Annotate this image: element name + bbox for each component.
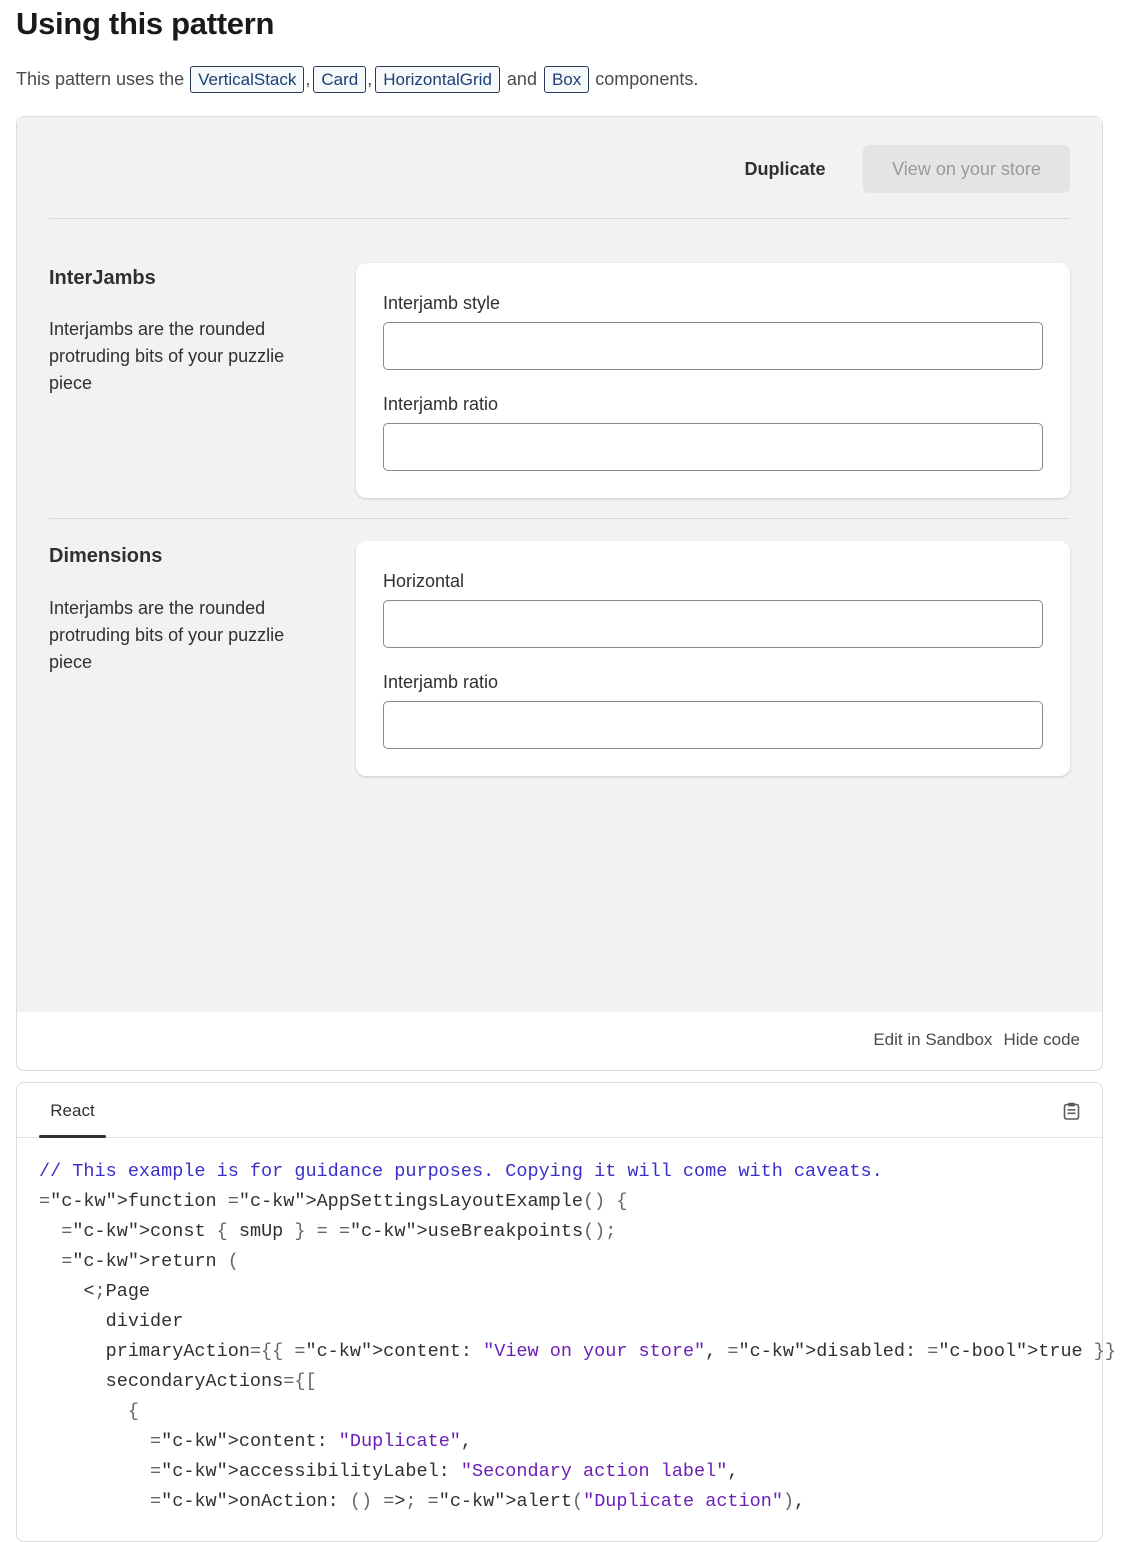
code-block[interactable] [39, 1157, 1116, 1517]
edit-in-sandbox-link[interactable]: Edit in Sandbox [873, 1030, 993, 1049]
component-link-card[interactable]: Card [313, 66, 366, 93]
code-line: primaryAction={{ ="c-kw">content: "View on your store", ="c-kw">disabled: ="c-bool">true }} [39, 1341, 1116, 1362]
separator: , [367, 69, 373, 89]
intro-suffix: components. [595, 69, 699, 89]
code-line: ="c-kw">function ="c-kw">AppSettingsLayoutExample() { [39, 1191, 628, 1212]
section-description: Interjambs are the rounded protruding bits of your puzzlie piece [49, 319, 285, 393]
code-line: ="c-kw">onAction: () =>; ="c-kw">alert("Duplicate action"), [150, 1491, 806, 1512]
example-footer [873, 1030, 1080, 1050]
field-label: Interjamb ratio [383, 394, 499, 414]
code-line: ="c-kw">return ( [61, 1251, 239, 1272]
settings-card-interjambs [356, 263, 1070, 498]
view-on-store-button[interactable]: View on your store [863, 145, 1070, 193]
code-line: // This example is for guidance purposes. Copying it will come with caveats. [39, 1161, 883, 1182]
code-line: ="c-kw">content: "Duplicate", [150, 1431, 473, 1452]
page-title: Using this pattern [16, 6, 275, 41]
field-label: Interjamb ratio [383, 672, 499, 692]
component-link-horizontalgrid[interactable]: HorizontalGrid [375, 66, 500, 93]
interjamb-ratio-input[interactable] [383, 423, 1043, 471]
interjamb-style-input[interactable] [383, 322, 1043, 370]
field-label: Horizontal [383, 571, 465, 591]
component-link-verticalstack[interactable]: VerticalStack [190, 66, 304, 93]
code-line: ="c-kw">accessibilityLabel: "Secondary action label", [150, 1461, 739, 1482]
code-tabbar [17, 1083, 1102, 1138]
example-frame [16, 116, 1103, 1071]
duplicate-button[interactable]: Duplicate [735, 145, 835, 193]
tab-react[interactable]: React [39, 1083, 106, 1138]
horizontal-input[interactable] [383, 600, 1043, 648]
hide-code-link[interactable]: Hide code [1003, 1030, 1080, 1049]
settings-card-dimensions [356, 541, 1070, 776]
intro-text [16, 66, 698, 93]
interjamb-ratio-input-2[interactable] [383, 701, 1043, 749]
code-line: ="c-kw">const { smUp } = ="c-kw">useBreakpoints(); [61, 1221, 617, 1242]
page-divider [49, 218, 1070, 219]
section-divider [49, 518, 1070, 519]
code-panel [16, 1082, 1116, 1542]
section-title-dimensions: Dimensions [49, 545, 163, 567]
code-line: divider [39, 1311, 184, 1332]
example-preview [17, 117, 1102, 1012]
section-description: Interjambs are the rounded protruding bits of your puzzlie piece [49, 598, 285, 672]
section-title-interjambs: InterJambs [49, 267, 156, 289]
code-line: secondaryActions={[ [39, 1371, 317, 1392]
field-label: Interjamb style [383, 293, 501, 313]
code-line: { [127, 1401, 139, 1422]
clipboard-icon[interactable] [1063, 1102, 1080, 1120]
conjunction: and [506, 69, 537, 89]
intro-prefix: This pattern uses the [16, 69, 185, 89]
component-link-box[interactable]: Box [544, 66, 589, 93]
separator: , [305, 69, 311, 89]
code-line: <;Page [39, 1281, 151, 1302]
